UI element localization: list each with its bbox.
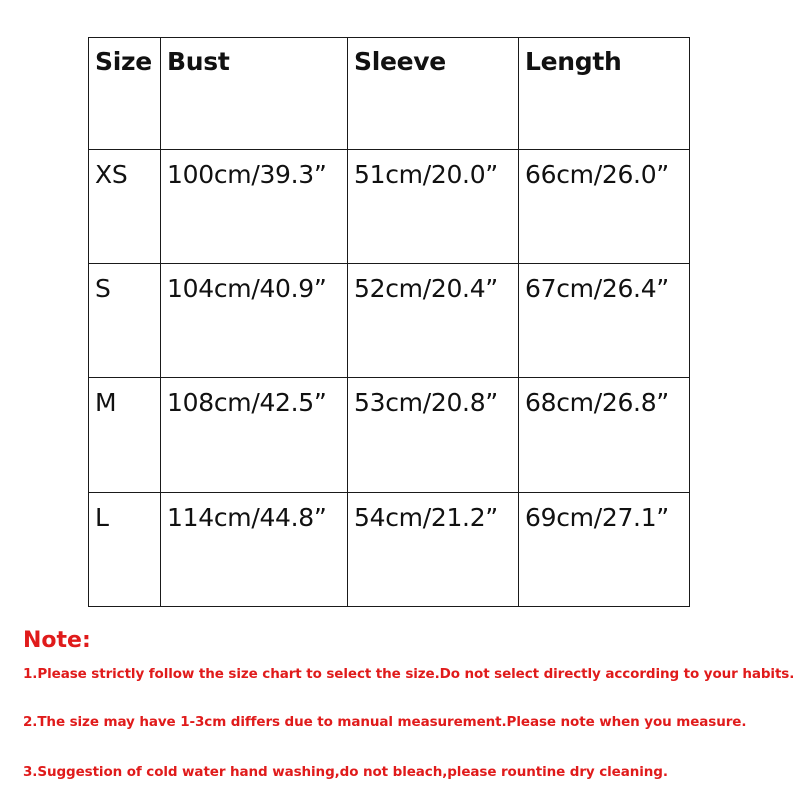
- header-size: Size: [89, 38, 161, 150]
- length-cell: 68cm/26.8”: [519, 378, 690, 492]
- table-row: [89, 263, 690, 377]
- sleeve-cell: 53cm/20.8”: [348, 378, 519, 492]
- sleeve-cell: 51cm/20.0”: [348, 149, 519, 263]
- length-cell: 66cm/26.0”: [519, 149, 690, 263]
- table-row: [89, 492, 690, 606]
- size-cell: M: [89, 378, 161, 492]
- note-line-1: 1.Please strictly follow the size chart to select the size.Do not select directly according to your habits.: [23, 666, 795, 682]
- sleeve-cell: 52cm/20.4”: [348, 263, 519, 377]
- bust-cell: 114cm/44.8”: [161, 492, 348, 606]
- size-cell: XS: [89, 149, 161, 263]
- length-cell: 67cm/26.4”: [519, 263, 690, 377]
- header-bust: Bust: [161, 38, 348, 150]
- note-title: Note:: [23, 628, 91, 653]
- sleeve-cell: 54cm/21.2”: [348, 492, 519, 606]
- bust-cell: 104cm/40.9”: [161, 263, 348, 377]
- size-cell: S: [89, 263, 161, 377]
- note-line-3: 3.Suggestion of cold water hand washing,do not bleach,please rountine dry cleaning.: [23, 764, 668, 780]
- bust-cell: 100cm/39.3”: [161, 149, 348, 263]
- table-row: [89, 378, 690, 492]
- length-cell: 69cm/27.1”: [519, 492, 690, 606]
- bust-cell: 108cm/42.5”: [161, 378, 348, 492]
- header-length: Length: [519, 38, 690, 150]
- notes-section: [23, 624, 800, 780]
- size-chart-table: [88, 37, 690, 607]
- table-row: [89, 149, 690, 263]
- header-sleeve: Sleeve: [348, 38, 519, 150]
- note-line-2: 2.The size may have 1-3cm differs due to manual measurement.Please note when you measure.: [23, 714, 747, 730]
- table-header-row: [89, 38, 690, 150]
- size-cell: L: [89, 492, 161, 606]
